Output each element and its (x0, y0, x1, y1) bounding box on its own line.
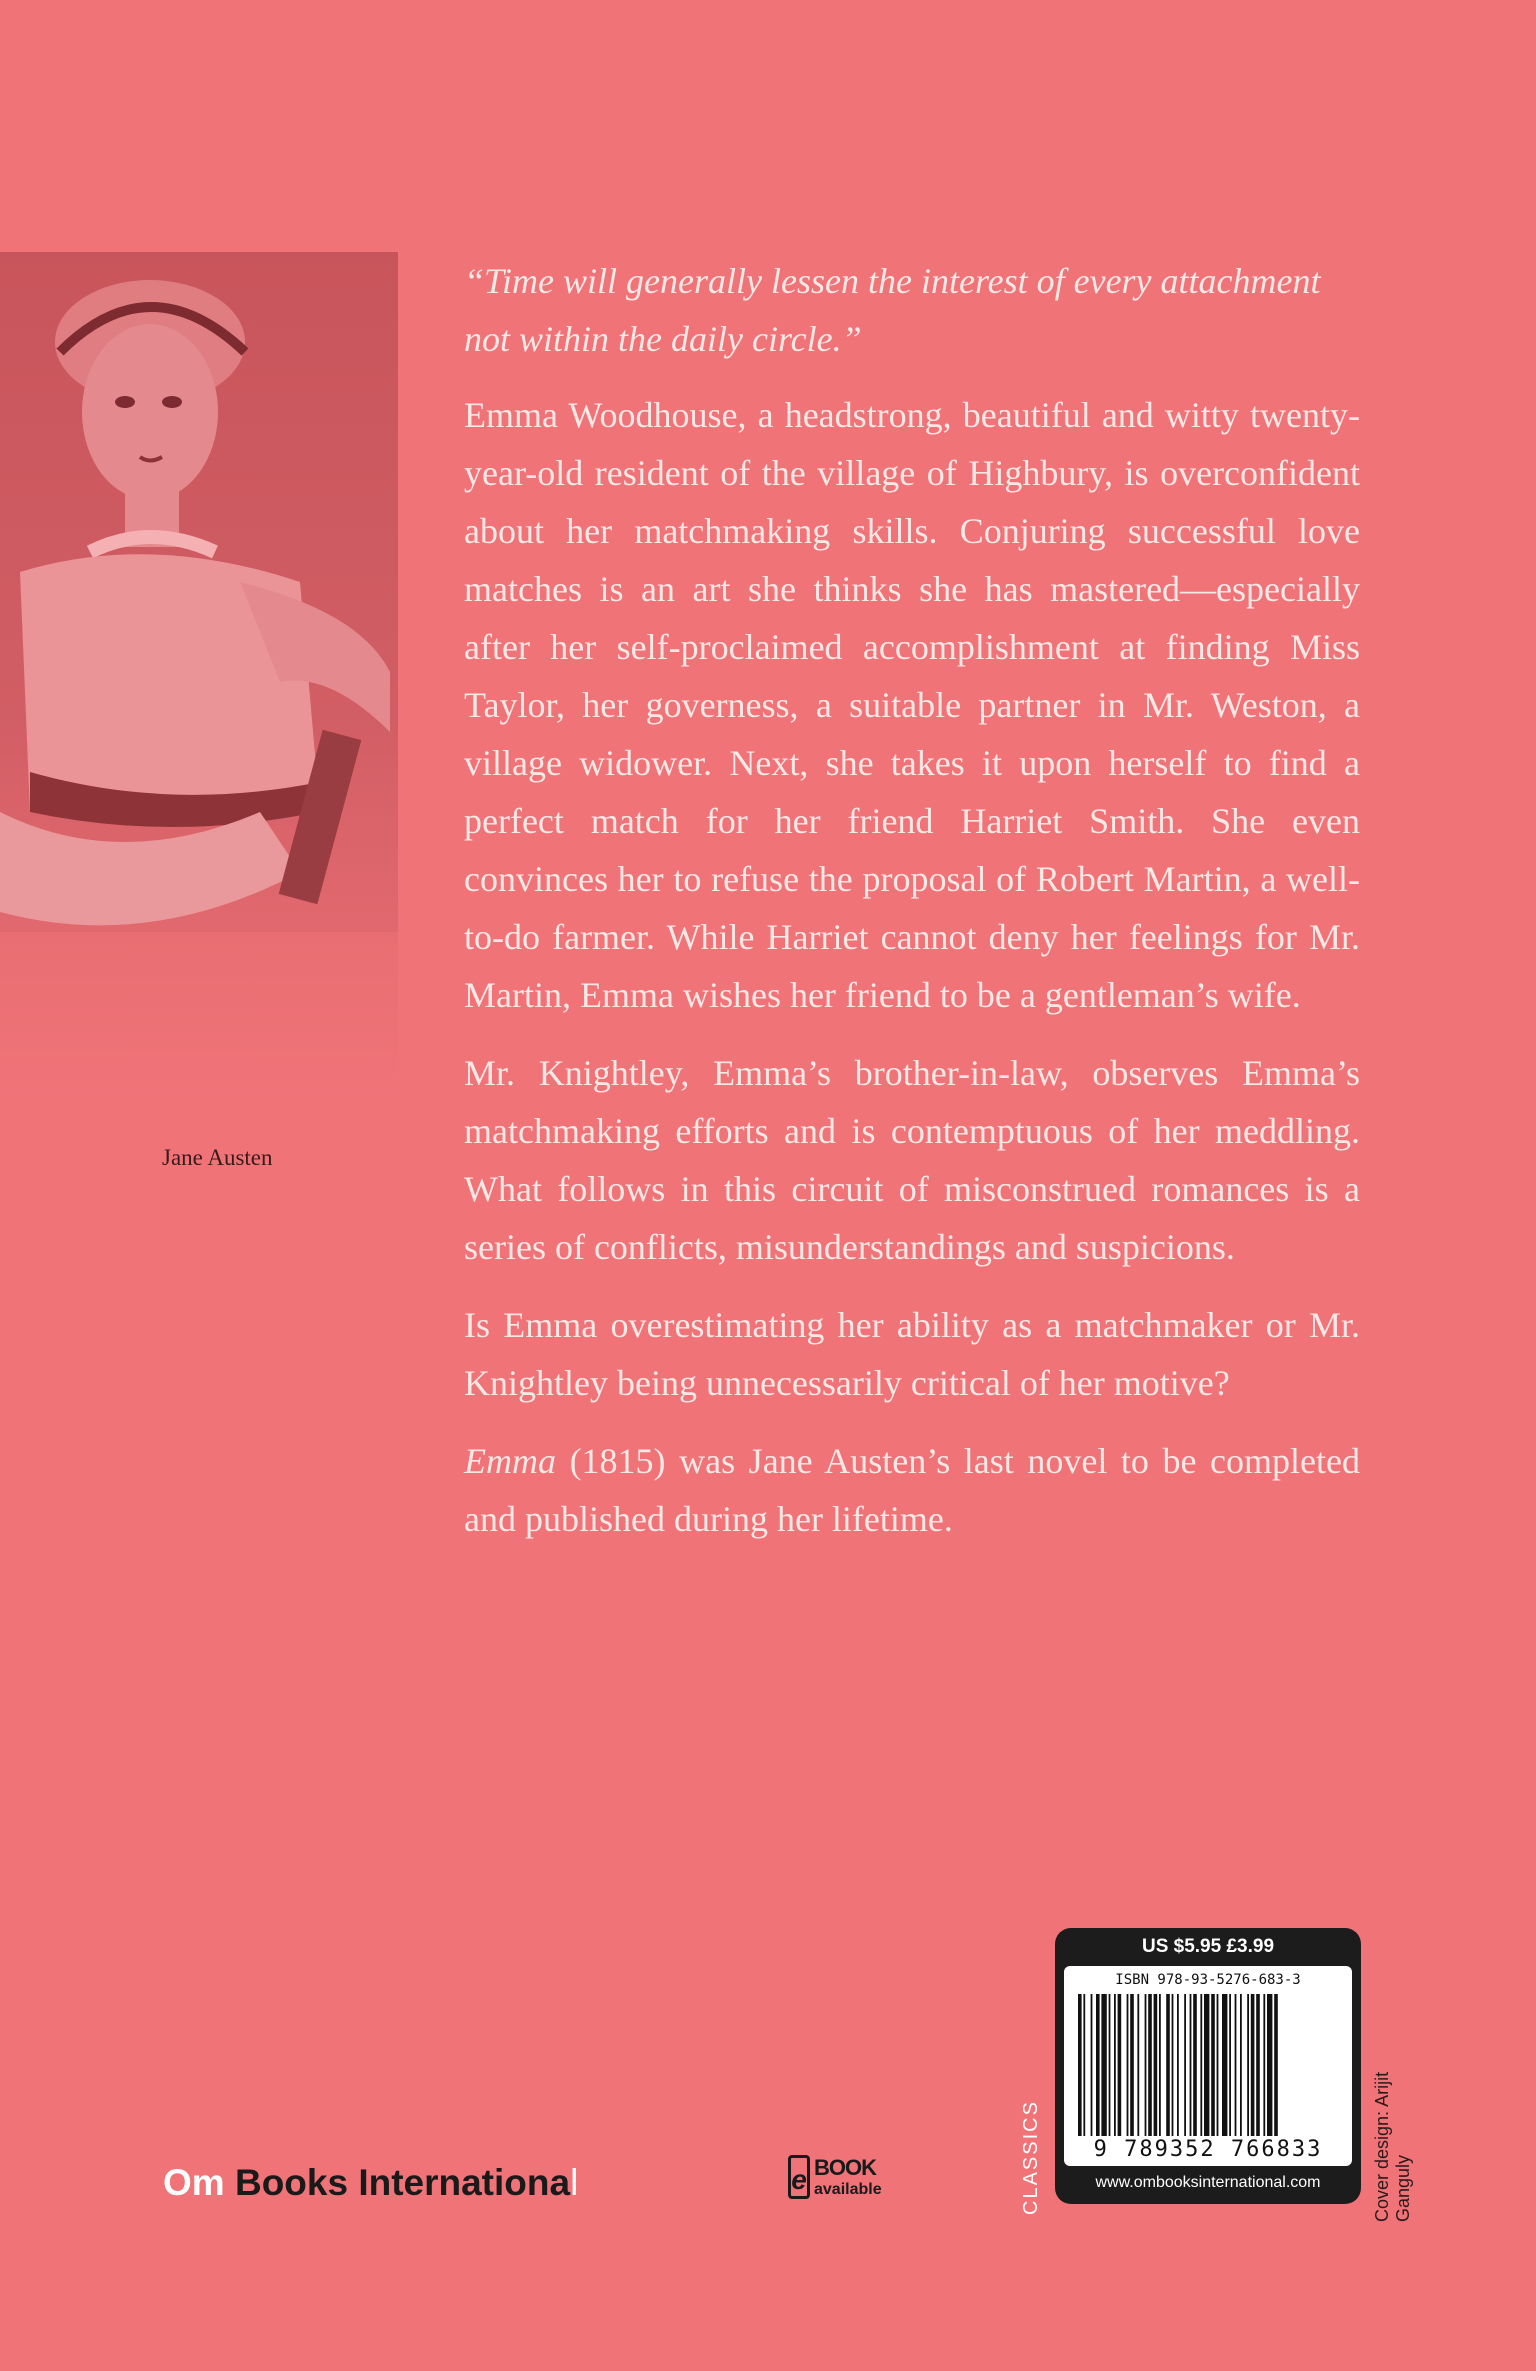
barcode-bar (1193, 1994, 1197, 2136)
barcode-bar (1256, 1994, 1260, 2136)
barcode-bar (1083, 1994, 1085, 2136)
publisher-name-om: Om (163, 2162, 225, 2203)
blurb-paragraph: Mr. Knightley, Emma’s brother-in-law, observes Emma’s matchmaking efforts and is contemptuous of her meddling. What follows in this circuit of misconstrued romances is a series of conflicts, misunderstandings and suspicions. (464, 1053, 1360, 1267)
ebook-available-badge (788, 2155, 884, 2203)
blurb-paragraph: Emma Woodhouse, a headstrong, beautiful and witty twenty-year-old resident of the village of Highbury, is overconfident about her matchmaking skills. Conjuring successful love matches is an art she thinks she has mastered—especially after her self-proclaimed accomplishment at finding Miss Taylor, her governess, a suitable partner in Mr. Weston, a village widower. Next, she takes it upon herself to find a perfect match for her friend Harriet Smith. She even convinces her to refuse the proposal of Robert Martin, a well-to-do farmer. While Harriet cannot deny her feelings for Mr. Martin, Emma wishes her friend to be a gentleman’s wife. (464, 395, 1360, 1015)
publisher-logo (163, 2162, 578, 2204)
barcode-bar (1137, 1994, 1139, 2136)
barcode-bars (1078, 1994, 1338, 2136)
category-label: CLASSICS (1020, 2100, 1042, 2215)
barcode-bar (1251, 1994, 1255, 2136)
isbn-digits: 9 789352 766833 (1093, 2137, 1323, 2162)
barcode-panel (1055, 1928, 1361, 2204)
portrait-caption: Jane Austen (162, 1145, 273, 1170)
publisher-url: www.ombooksinternational.com (1095, 2174, 1321, 2191)
isbn-label: ISBN 978-93-5276-683-3 (1115, 1972, 1301, 1988)
blurb-paragraph: Is Emma overestimating her ability as a matchmaker or Mr. Knightley being unnecessarily critical of her motive? (464, 1305, 1360, 1403)
barcode-bar (1130, 1994, 1134, 2136)
barcode-bar (1184, 1994, 1186, 2136)
epigraph-quote: “Time will generally lessen the interest of every attachment not within the daily circle.” (464, 261, 1321, 359)
barcode-bar (1148, 1994, 1152, 2136)
barcode-bar (1200, 1994, 1202, 2136)
ebook-label: BOOK (814, 2155, 876, 2180)
barcode-bar (1096, 1994, 1100, 2136)
barcode-bar (1172, 1994, 1174, 2136)
barcode-bar (1204, 1994, 1209, 2136)
portrait-illustration (0, 252, 398, 1100)
blurb-paragraph-text: (1815) was Jane Austen’s last novel to be completed and published during her lifetime. (464, 1441, 1360, 1539)
barcode-bar (1235, 1994, 1237, 2136)
publisher-name-end: l (570, 2162, 579, 2203)
barcode-area (1064, 1966, 1352, 2166)
barcode-bar (1101, 1994, 1106, 2136)
ebook-icon: e (788, 2155, 810, 2199)
blurb-paragraph (464, 1432, 1360, 1548)
barcode-bar (1078, 1994, 1082, 2136)
price-label: US $5.95 £3.99 (1141, 1936, 1275, 1957)
barcode-bar (1177, 1994, 1179, 2136)
barcode-bar (1091, 1994, 1093, 2136)
barcode-bar (1190, 1994, 1192, 2136)
barcode-bar (1211, 1994, 1215, 2136)
author-portrait (0, 252, 398, 1100)
barcode-bar (1240, 1994, 1242, 2136)
book-title: Emma (464, 1441, 556, 1481)
publisher-name-rest: Books Internationa (224, 2162, 571, 2203)
barcode-bar (1154, 1994, 1158, 2136)
barcode-bar (1109, 1994, 1111, 2136)
barcode-bar (1229, 1994, 1231, 2136)
barcode-bar (1222, 1994, 1227, 2136)
barcode-bar (1217, 1994, 1219, 2136)
ebook-sublabel: available (814, 2181, 882, 2198)
barcode-bar (1247, 1994, 1249, 2136)
barcode-bar (1118, 1994, 1122, 2136)
barcode-bar (1114, 1994, 1116, 2136)
cover-design-credit: Cover design: Arijit Ganguly (1372, 2071, 1413, 2222)
barcode-bar (1159, 1994, 1161, 2136)
barcode-bar (1267, 1994, 1272, 2136)
barcode-bar (1274, 1994, 1278, 2136)
barcode-bar (1145, 1994, 1147, 2136)
barcode-bar (1166, 1994, 1170, 2136)
back-cover-blurb (464, 252, 1360, 1568)
barcode-bar (1127, 1994, 1129, 2136)
barcode-bar (1263, 1994, 1265, 2136)
